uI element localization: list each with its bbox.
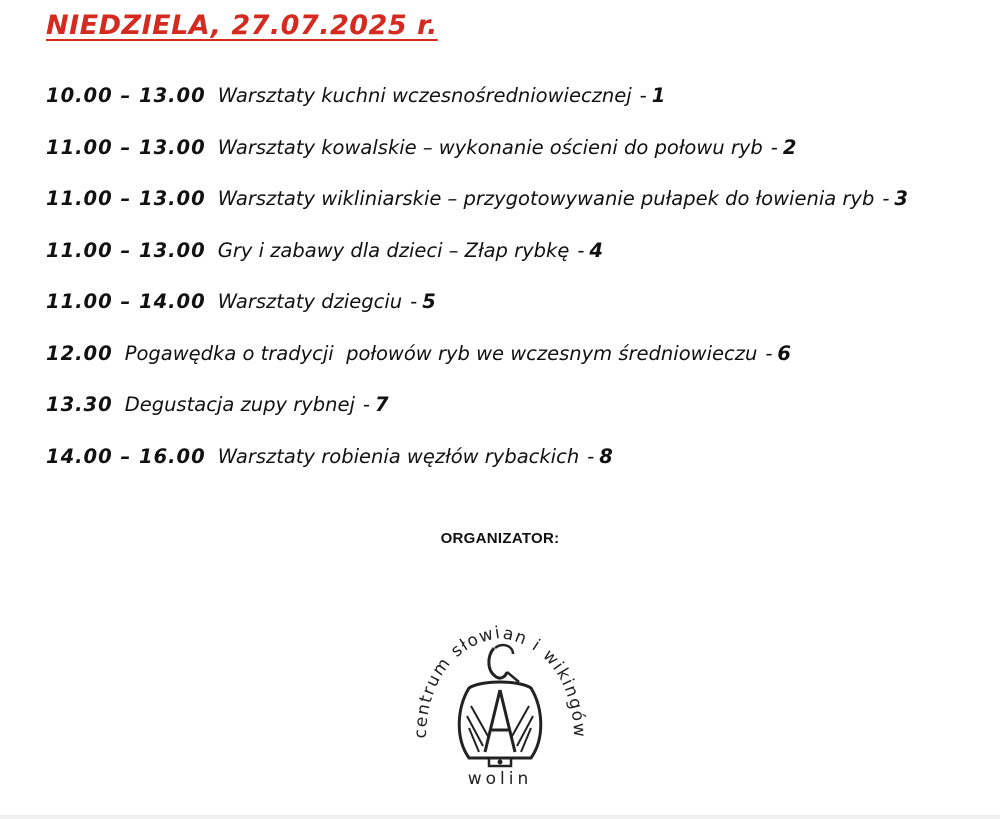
logo-emblem-icon xyxy=(409,618,591,790)
schedule-separator: - xyxy=(577,238,585,262)
schedule-description: Degustacja zupy rybnej xyxy=(124,393,355,417)
schedule-time: 14.00 – 16.00 xyxy=(46,444,206,468)
schedule-time: 11.00 – 14.00 xyxy=(46,290,206,314)
schedule-description: Pogawędka o tradycji połowów ryb we wczesnym średniowieczu xyxy=(124,341,758,365)
schedule-row xyxy=(46,122,986,174)
schedule-separator: - xyxy=(882,187,890,211)
schedule-row xyxy=(46,276,986,328)
organizer-label: ORGANIZATOR: xyxy=(440,530,560,547)
schedule-number: 1 xyxy=(651,84,666,108)
footer-divider xyxy=(0,815,1000,819)
schedule-separator: - xyxy=(410,290,418,314)
schedule-separator: - xyxy=(362,393,370,417)
schedule-separator: - xyxy=(639,84,647,108)
schedule-description: Warsztaty kowalskie – wykonanie ościeni do połowu ryb xyxy=(217,135,763,159)
schedule-description: Gry i zabawy dla dzieci – Złap rybkę xyxy=(217,238,570,262)
schedule-number: 5 xyxy=(422,290,436,314)
schedule-number: 3 xyxy=(894,187,908,211)
page-heading: NIEDZIELA, 27.07.2025 r. xyxy=(46,10,438,41)
schedule-row xyxy=(46,225,986,277)
schedule-time: 11.00 – 13.00 xyxy=(46,238,206,262)
schedule-row xyxy=(46,328,986,380)
schedule-time: 13.30 xyxy=(46,393,113,417)
schedule-separator: - xyxy=(770,135,778,159)
schedule-description: Warsztaty wikliniarskie – przygotowywanie pułapek do łowienia ryb xyxy=(217,187,875,211)
schedule-time: 11.00 – 13.00 xyxy=(46,187,206,211)
schedule-number: 2 xyxy=(782,135,797,159)
schedule-row xyxy=(46,379,986,431)
schedule-number: 7 xyxy=(374,393,389,417)
schedule-description: Warsztaty kuchni wczesnośredniowiecznej xyxy=(217,84,632,108)
schedule-row xyxy=(46,431,986,483)
schedule-number: 4 xyxy=(589,238,603,262)
organizer-logo xyxy=(409,618,591,790)
logo-bottom-text: wolin xyxy=(467,769,533,789)
schedule-row xyxy=(46,70,986,122)
logo-arc-text: centrum słowian i wikingów xyxy=(410,622,590,739)
schedule-row xyxy=(46,173,986,225)
schedule-time: 10.00 – 13.00 xyxy=(46,84,206,108)
schedule-description: Warsztaty dziegciu xyxy=(217,290,403,314)
schedule-separator: - xyxy=(765,341,773,365)
schedule-list xyxy=(46,70,986,482)
schedule-separator: - xyxy=(587,444,595,468)
schedule-time: 12.00 xyxy=(46,341,113,365)
schedule-description: Warsztaty robienia węzłów rybackich xyxy=(217,444,580,468)
schedule-number: 6 xyxy=(777,341,791,365)
schedule-number: 8 xyxy=(599,444,613,468)
schedule-time: 11.00 – 13.00 xyxy=(46,135,206,159)
